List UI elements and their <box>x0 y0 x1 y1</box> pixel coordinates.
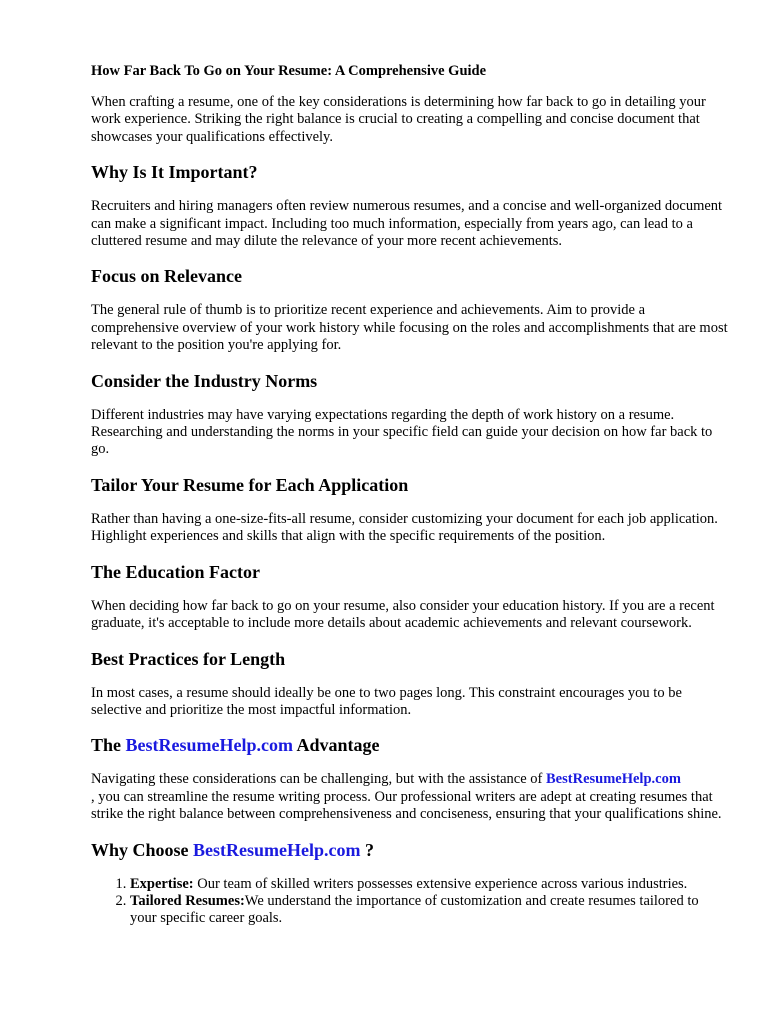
heading-why-important: Why Is It Important? <box>91 162 258 183</box>
heading-industry-norms: Consider the Industry Norms <box>91 370 318 391</box>
paragraph-industry-norms: Different industries may have varying expectations regarding the depth of work history on a resume. Researching and understanding the norms in your specific field can guide your decision on how far back to go. <box>91 406 713 458</box>
paragraph-education-factor: When deciding how far back to go on your resume, also consider your education history. If you are a recent graduate, it's acceptable to include more details about academic achievements and relevant coursework. <box>91 597 715 632</box>
heading-why-choose-suffix: ? <box>360 839 374 860</box>
paragraph-best-practices: In most cases, a resume should ideally be one to two pages long. This constraint encourages you to be selective and prioritize the most impactful information. <box>91 684 682 718</box>
paragraph-tailor-resume: Rather than having a one-size-fits-all resume, consider customizing your document for each job application. Highlight experiences and skills that align with the specific requirements of the position. <box>91 510 718 545</box>
advantage-body-suffix: , you can streamline the resume writing process. Our professional writers are adept at creating resumes that strike the right balance between comprehensiveness and conciseness, ensuring that your qualifications shine. <box>91 788 722 823</box>
list-item-text: Our team of skilled writers possesses extensive experience across various industries. <box>193 875 688 892</box>
heading-best-practices: Best Practices for Length <box>91 648 286 669</box>
heading-advantage-suffix: Advantage <box>292 735 380 756</box>
list-item-label: Expertise: <box>130 875 194 892</box>
advantage-body-prefix: Navigating these considerations can be challenging, but with the assistance of <box>91 771 547 788</box>
heading-focus-relevance: Focus on Relevance <box>91 266 242 287</box>
paragraph-why-important: Recruiters and hiring managers often review numerous resumes, and a concise and well-organized document can make a significant impact. Including too much information, especially from years ago, can lead to a cluttered resume and may dilute the relevance of your more recent achievements. <box>91 198 723 250</box>
heading-education-factor: The Education Factor <box>91 561 260 582</box>
heading-advantage-prefix: The <box>91 735 126 756</box>
list-item <box>130 876 728 893</box>
heading-advantage <box>91 734 728 756</box>
bestresumehelp-body-link[interactable]: BestResumeHelp.com <box>546 771 681 788</box>
intro-paragraph: When crafting a resume, one of the key considerations is determining how far back to go in detailing your work experience. Striking the right balance is crucial to creating a compelling and concise document that showcases your qualifications effectively. <box>91 94 706 145</box>
why-choose-list <box>91 876 728 928</box>
heading-why-choose-prefix: Why Choose <box>91 839 194 860</box>
paragraph-focus-relevance: The general rule of thumb is to prioritize recent experience and achievements. Aim to provide a comprehensive overview of your work history while focusing on the roles and accomplishments that are most relevant to the position you're applying for. <box>91 302 728 354</box>
list-item-text: We understand the importance of customization and create resumes tailored to your specific career goals. <box>130 892 699 927</box>
bestresumehelp-heading-link[interactable]: BestResumeHelp.com <box>125 735 293 756</box>
list-item <box>130 893 728 928</box>
heading-tailor-resume: Tailor Your Resume for Each Application <box>91 474 409 495</box>
bestresumehelp-choose-link[interactable]: BestResumeHelp.com <box>193 839 361 860</box>
heading-why-choose <box>91 839 728 861</box>
paragraph-advantage <box>91 771 728 823</box>
document-title: How Far Back To Go on Your Resume: A Comprehensive Guide <box>91 63 487 79</box>
list-item-label: Tailored Resumes: <box>130 892 245 909</box>
